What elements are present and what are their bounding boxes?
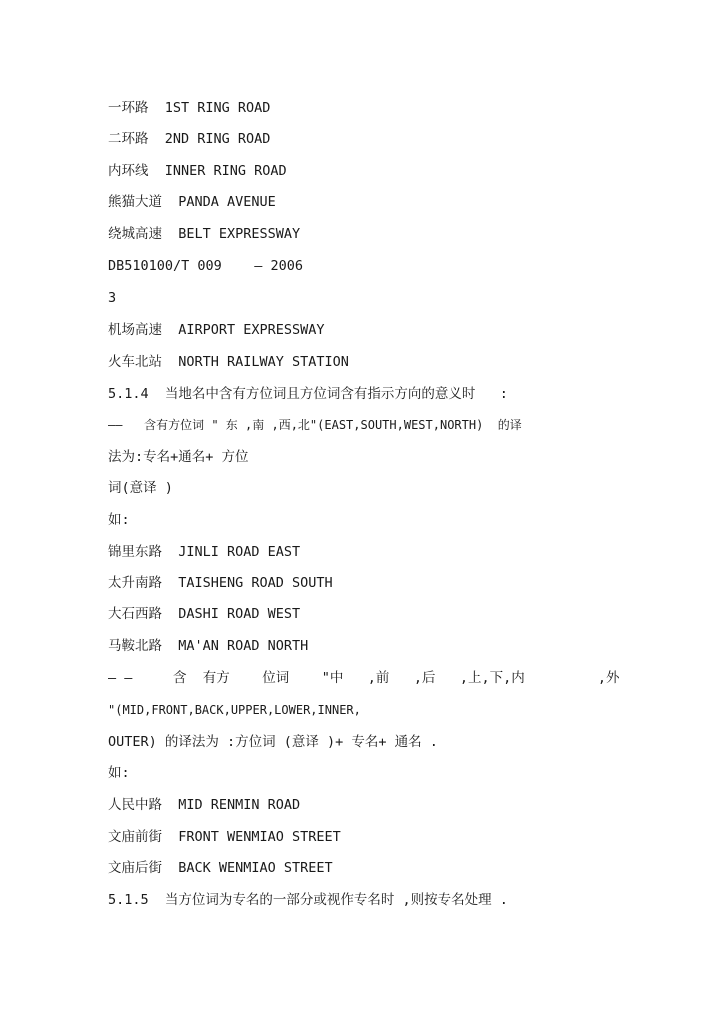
section-heading-5-1-4: 5.1.4 当地名中含有方位词且方位词含有指示方向的意义时 : bbox=[108, 386, 508, 402]
section-heading-5-1-5: 5.1.5 当方位词为专名的一部分或视作专名时 ,则按专名处理 . bbox=[108, 892, 508, 908]
text-line-23: 人民中路 MID RENMIN ROAD bbox=[108, 797, 301, 813]
page-footer-code: DB510100/T 009 — 2006 bbox=[108, 258, 304, 274]
text-line-11: —— 含有方位词 " 东 ,南 ,西,北"(EAST,SOUTH,WEST,NORTH) 的译 bbox=[108, 418, 522, 432]
text-line-5: 绕城高速 BELT EXPRESSWAY bbox=[108, 226, 301, 242]
text-line-22: 如: bbox=[108, 765, 130, 781]
text-line-4: 熊猫大道 PANDA AVENUE bbox=[108, 194, 276, 210]
text-line-1: 一环路 1ST RING ROAD bbox=[108, 100, 271, 116]
text-line-13: 词(意译 ) bbox=[108, 480, 173, 496]
text-line-15: 锦里东路 JINLI ROAD EAST bbox=[108, 544, 301, 560]
text-line-18: 马鞍北路 MA'AN ROAD NORTH bbox=[108, 638, 309, 654]
text-line-12: 法为:专名+通名+ 方位 bbox=[108, 449, 249, 465]
page-number: 3 bbox=[108, 290, 117, 306]
text-line-8: 机场高速 AIRPORT EXPRESSWAY bbox=[108, 322, 325, 338]
text-line-14: 如: bbox=[108, 512, 130, 528]
text-line-19: — — 含 有方 位词 "中 ,前 ,后 ,上,下,内 ,外 bbox=[108, 670, 620, 686]
text-line-17: 大石西路 DASHI ROAD WEST bbox=[108, 606, 301, 622]
text-line-9: 火车北站 NORTH RAILWAY STATION bbox=[108, 354, 349, 370]
text-line-20: "(MID,FRONT,BACK,UPPER,LOWER,INNER, bbox=[108, 703, 361, 717]
text-line-3: 内环线 INNER RING ROAD bbox=[108, 163, 287, 179]
text-line-25: 文庙后街 BACK WENMIAO STREET bbox=[108, 860, 333, 876]
text-line-16: 太升南路 TAISHENG ROAD SOUTH bbox=[108, 575, 333, 591]
text-line-2: 二环路 2ND RING ROAD bbox=[108, 131, 271, 147]
text-line-24: 文庙前街 FRONT WENMIAO STREET bbox=[108, 829, 341, 845]
text-line-21: OUTER) 的译法为 :方位词 (意译 )+ 专名+ 通名 . bbox=[108, 734, 438, 750]
